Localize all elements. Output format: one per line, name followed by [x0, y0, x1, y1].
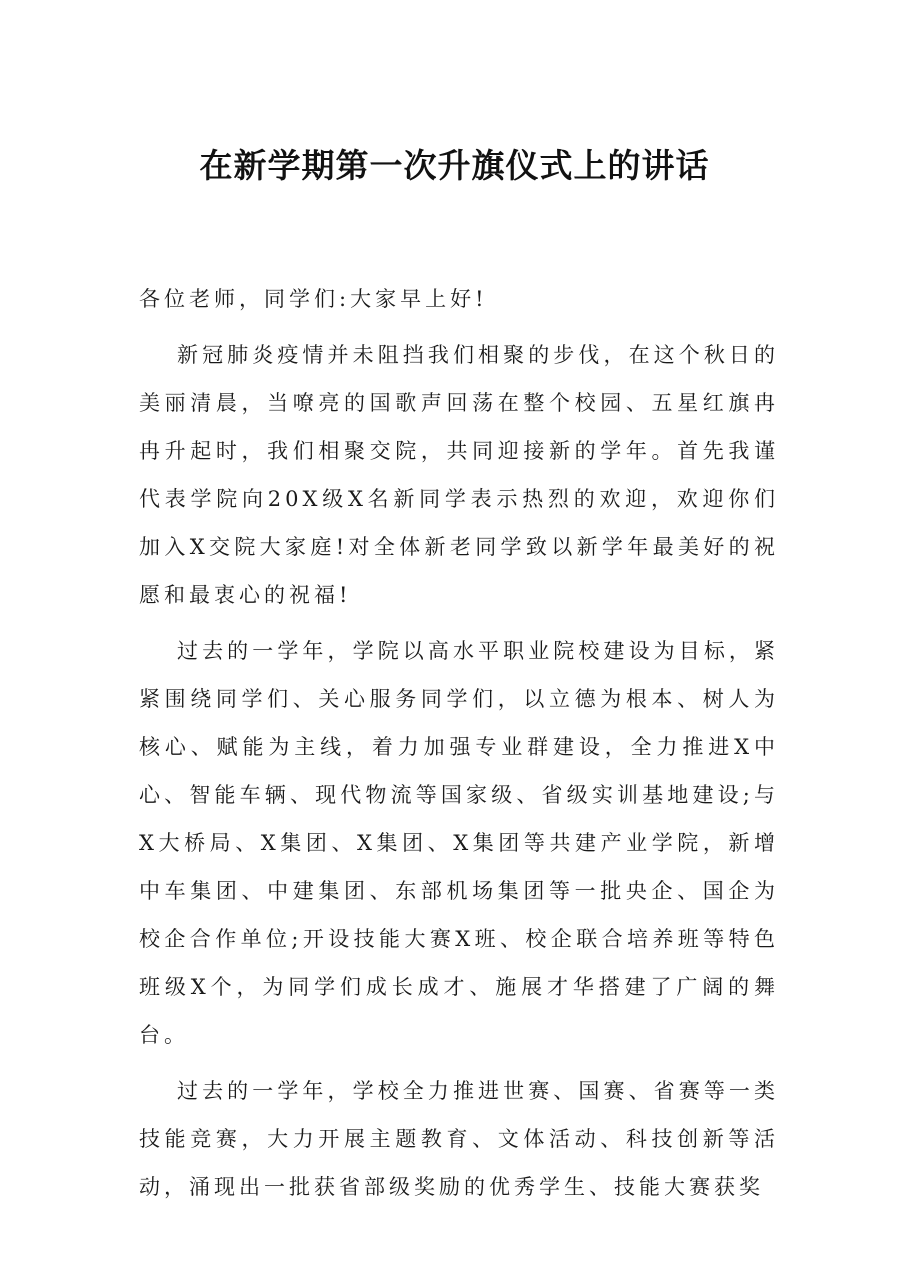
greeting-line: 各位老师，同学们:大家早上好!: [139, 287, 488, 311]
document-title: 在新学期第一次升旗仪式上的讲话: [199, 146, 710, 185]
paragraph-3: 过去的一学年，学校全力推进世赛、国赛、省赛等一类技能竞赛，大力开展主题教育、文体活动、科技创新等活动，涌现出一批获省部级奖励的优秀学生、技能大赛获奖: [139, 1079, 779, 1199]
paragraph-1: 新冠肺炎疫情并未阻挡我们相聚的步伐，在这个秋日的美丽清晨，当嘹亮的国歌声回荡在整个校园、五星红旗冉冉升起时，我们相聚交院，共同迎接新的学年。首先我谨代表学院向20X级X名新同学表示热烈的欢迎，欢迎你们加入X交院大家庭!对全体新老同学致以新学年最美好的祝愿和最衷心的祝福!: [139, 343, 779, 607]
paragraph-2: 过去的一学年，学院以高水平职业院校建设为目标，紧紧围绕同学们、关心服务同学们，以立德为根本、树人为核心、赋能为主线，着力加强专业群建设，全力推进X中心、智能车辆、现代物流等国家级、省级实训基地建设;与X大桥局、X集团、X集团、X集团等共建产业学院，新增中车集团、中建集团、东部机场集团等一批央企、国企为校企合作单位;开设技能大赛X班、校企联合培养班等特色班级X个，为同学们成长成才、施展才华搭建了广阔的舞台。: [139, 639, 779, 1047]
document-body: [139, 275, 779, 1219]
